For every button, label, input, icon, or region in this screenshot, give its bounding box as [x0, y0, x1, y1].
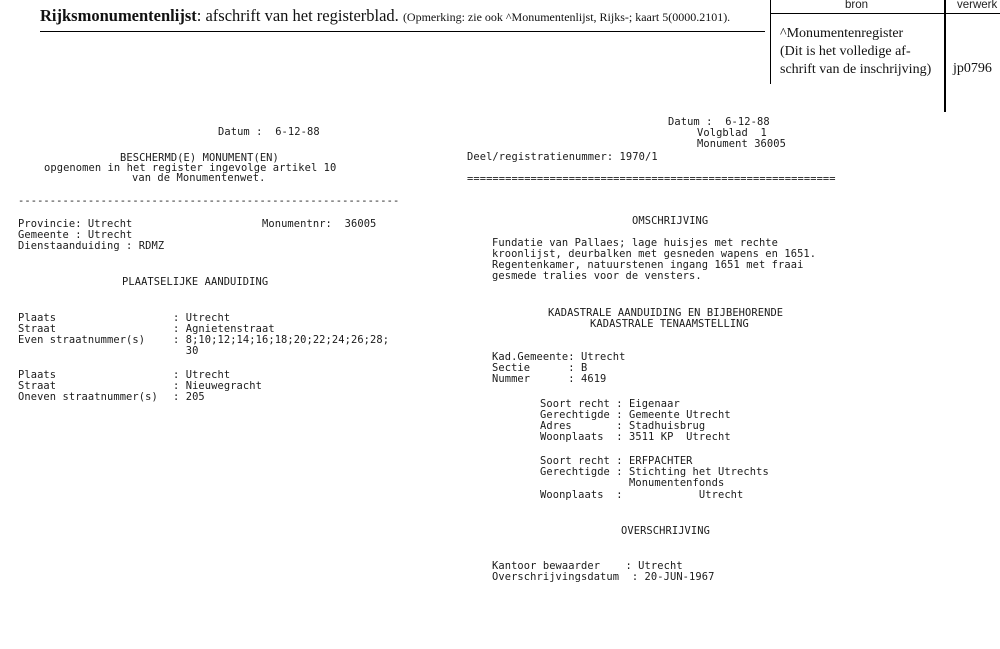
g1-label-straat: Straat: [18, 323, 57, 335]
sectie-line: Sectie : B: [492, 362, 588, 374]
recht2-line-3: Monumentenfonds: [540, 477, 725, 489]
omschrijving-line-4: gesmede tralies voor de vensters.: [492, 270, 702, 282]
kadastrale-heading-2: KADASTRALE TENAAMSTELLING: [590, 318, 749, 330]
verwerk-value: jp0796: [953, 61, 992, 76]
recht2-line-4: Woonplaats : Utrecht: [540, 489, 744, 501]
bron-line-2: (Dit is het volledige af-: [780, 44, 911, 59]
bron-line-1: ^Monumentenregister: [780, 26, 904, 41]
recht2-line-1: Soort recht : ERFPACHTER: [540, 455, 693, 467]
provincie-line: Provincie: Utrecht: [18, 218, 133, 230]
dienstaanduiding-line: Dienstaanduiding : RDMZ: [18, 240, 165, 252]
left-heading-line-3: van de Monumentenwet.: [132, 172, 266, 184]
sidebox-divider: [944, 0, 946, 112]
title-rest: : afschrift van het registerblad.: [196, 6, 399, 25]
left-separator: ------------------------------------------------------------: [18, 196, 400, 207]
bron-label: bron: [845, 0, 869, 11]
omschrijving-line-3: Regentenkamer, natuurstenen ingang 1651 met fraai: [492, 259, 804, 271]
title-underline: [40, 31, 765, 32]
g1-value-plaats: : Utrecht: [173, 312, 231, 324]
overschrijving-heading: OVERSCHRIJVING: [621, 525, 710, 537]
left-heading-line-1: BESCHERMD(E) MONUMENT(EN): [120, 152, 279, 164]
omschrijving-line-2: kroonlijst, deurbalken met gesneden wapens en 1651.: [492, 248, 817, 260]
verwerk-label: verwerk: [957, 0, 998, 11]
recht1-line-2: Gerechtigde : Gemeente Utrecht: [540, 409, 731, 421]
recht1-line-1: Soort recht : Eigenaar: [540, 398, 680, 410]
g2-label-oneven: Oneven straatnummer(s): [18, 391, 158, 403]
g1-value-even: : 8;10;12;14;16;18;20;22;24;26;28;: [173, 334, 390, 346]
kantoor-line: Kantoor bewaarder : Utrecht: [492, 560, 683, 572]
right-separator: ==========================================================: [467, 174, 836, 185]
plaatselijke-heading: PLAATSELIJKE AANDUIDING: [122, 276, 269, 288]
kadastrale-heading-1: KADASTRALE AANDUIDING EN BIJBEHORENDE: [548, 307, 784, 319]
g2-value-oneven: : 205: [173, 391, 205, 403]
g1-value-straat: : Agnietenstraat: [173, 323, 275, 335]
right-volgblad: Volgblad 1: [697, 127, 767, 139]
monumentnr-line: Monumentnr: 36005: [262, 218, 377, 230]
recht1-line-4: Woonplaats : 3511 KP Utrecht: [540, 431, 731, 443]
left-heading-line-2: opgenomen in het register ingevolge artikel 10: [44, 162, 337, 174]
g2-label-plaats: Plaats: [18, 369, 57, 381]
sidebox-header-rule: [770, 13, 1000, 14]
right-monument: Monument 36005: [697, 138, 786, 150]
overschrijvingsdatum-line: Overschrijvingsdatum : 20-JUN-1967: [492, 571, 715, 583]
g2-value-plaats: : Utrecht: [173, 369, 231, 381]
g2-label-straat: Straat: [18, 380, 57, 392]
gemeente-line: Gemeente : Utrecht: [18, 229, 133, 241]
title-note: (Opmerking: zie ook ^Monumentenlijst, Rijks-; kaart 5(0000.2101).: [402, 10, 731, 24]
g1-label-even: Even straatnummer(s): [18, 334, 146, 346]
kad-gemeente-line: Kad.Gemeente: Utrecht: [492, 351, 626, 363]
omschrijving-heading: OMSCHRIJVING: [632, 215, 709, 227]
omschrijving-line-1: Fundatie van Pallaes; lage huisjes met rechte: [492, 237, 779, 249]
title-bold: Rijksmonumentenlijst: [40, 6, 197, 25]
left-datum: Datum : 6-12-88: [218, 126, 320, 138]
recht2-line-2: Gerechtigde : Stichting het Utrechts: [540, 466, 769, 478]
deel-line: Deel/registratienummer: 1970/1: [467, 151, 658, 163]
nummer-line: Nummer : 4619: [492, 373, 607, 385]
g1-label-plaats: Plaats: [18, 312, 57, 324]
g1-value-even-cont: 30: [173, 345, 199, 357]
right-datum: Datum : 6-12-88: [668, 116, 770, 128]
document-title: [40, 6, 730, 26]
bron-line-3: schrift van de inschrijving): [780, 62, 932, 77]
g2-value-straat: : Nieuwegracht: [173, 380, 262, 392]
recht1-line-3: Adres : Stadhuisbrug: [540, 420, 706, 432]
